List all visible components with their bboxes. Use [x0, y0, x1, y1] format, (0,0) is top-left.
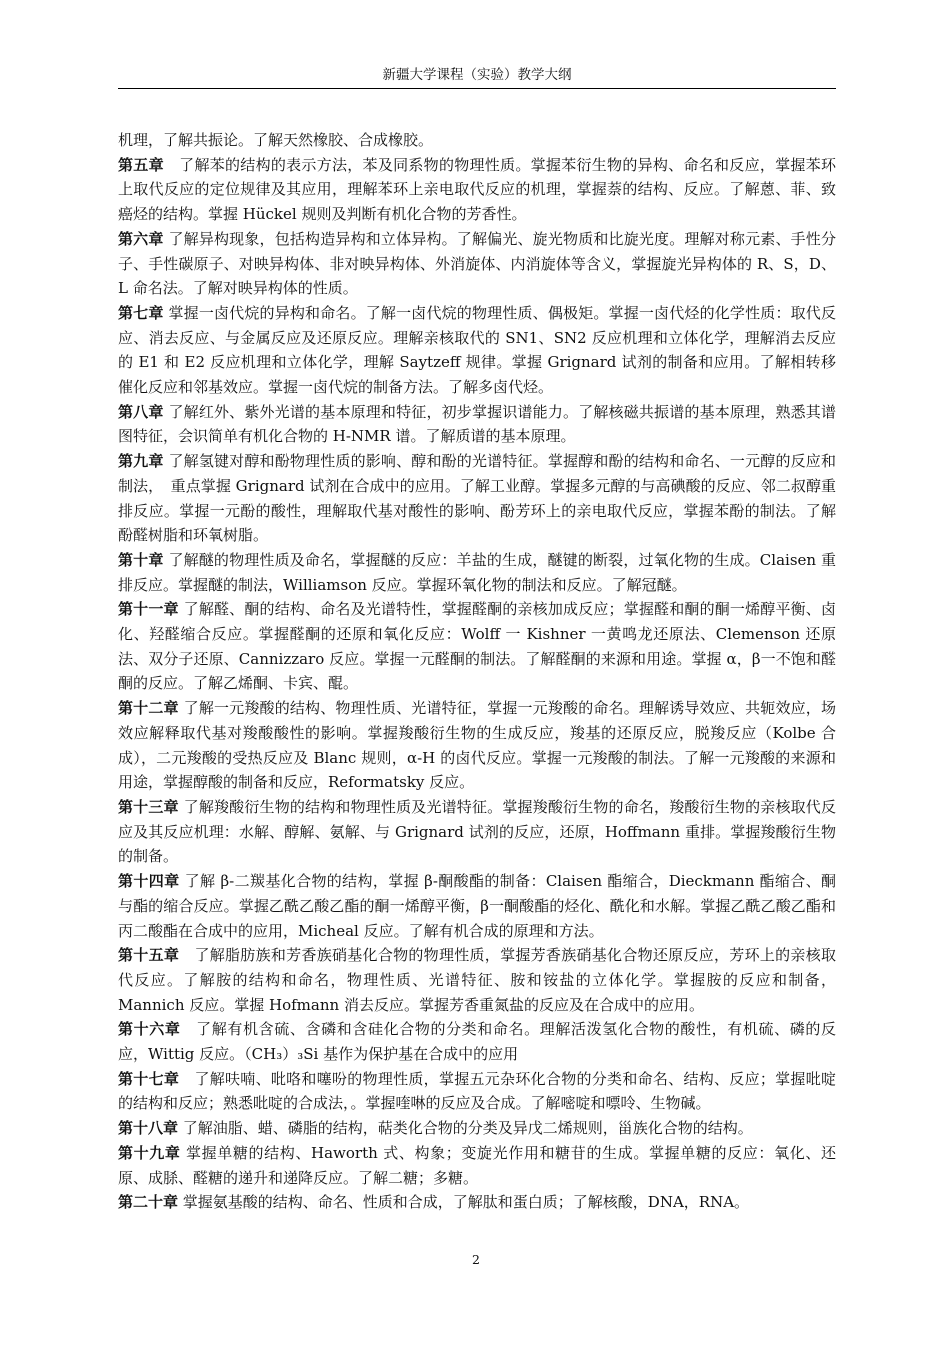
chapter-heading: 第七章: [118, 303, 164, 322]
paragraph-15: [118, 1141, 836, 1190]
chapter-text: 了解醛、酮的结构、命名及光谱特性，掌握醛酮的亲核加成反应；掌握醛和酮的酮一烯醇平衡、卤化、羟醛缩合反应。掌握醛酮的还原和氧化反应：Wolff 一 Kishner 一黄鸣龙还原法、Clemenson 还原法、双分子还原、Cannizzaro 反应。掌握一元醛酮的制法。了解醛酮的来源和用途。掌握 α，β一不饱和醛酮的反应。了解乙烯酮、卡宾、醌。: [118, 600, 836, 693]
paragraph-10: [118, 869, 836, 943]
chapter-text: 掌握单糖的结构、Haworth 式、构象；变旋光作用和糖苷的生成。掌握单糖的反应：氧化、还原、成脎、醛糖的递升和递降反应。了解二糖；多糖。: [118, 1143, 836, 1187]
chapter-text: 了解氢键对醇和酚物理性质的影响、醇和酚的光谱特征。掌握醇和酚的结构和命名、一元醇的反应和制法， 重点掌握 Grignard 试剂在合成中的应用。了解工业醇。掌握多元醇的与高碘酸的反应、邻二叔醇重排反应。掌握一元酚的酸性，理解取代基对酸性的影响、酚芳环上的亲电取代反应，掌握苯酚的制法。了解酚醛树脂和环氧树脂。: [118, 452, 836, 545]
page-number: 2: [472, 1252, 480, 1267]
chapter-heading: 第十一章: [118, 600, 179, 619]
paragraph-6: [118, 548, 836, 597]
chapter-text: 掌握氨基酸的结构、命名、性质和合成，了解肽和蛋白质；了解核酸，DNA，RNA。: [182, 1193, 750, 1212]
paragraph-2: [118, 227, 836, 301]
chapter-text: 了解苯的结构的表示方法，苯及同系物的物理性质。掌握苯衍生物的异构、命名和反应，掌握苯环上取代反应的定位规律及其应用，理解苯环上亲电取代反应的机理，掌握萘的结构、反应。了解蒽、菲、致癌烃的结构。掌握 Hückel 规则及判断有机化合物的芳香性。: [118, 155, 836, 224]
chapter-text: 了解异构现象，包括构造异构和立体异构。了解偏光、旋光物质和比旋光度。理解对称元素、手性分子、手性碳原子、对映异构体、非对映异构体、外消旋体、内消旋体等含义，掌握旋光异构体的 R、S，D、L 命名法。了解对映异构体的性质。: [118, 229, 836, 298]
paragraph-3: [118, 301, 836, 400]
chapter-heading: 第十章: [118, 550, 164, 569]
chapter-heading: 第十七章: [118, 1069, 180, 1088]
page-header: 新疆大学课程（实验）教学大纲: [118, 64, 836, 89]
chapter-text: 了解羧酸衍生物的结构和物理性质及光谱特征。掌握羧酸衍生物的命名，羧酸衍生物的亲核取代反应及其反应机理：水解、醇解、氨解、与 Grignard 试剂的反应，还原，Hoffmann 重排。掌握羧酸衍生物的制备。: [118, 797, 836, 866]
chapter-heading: 第十八章: [118, 1119, 179, 1138]
paragraph-13: [118, 1067, 836, 1116]
paragraph-4: [118, 400, 836, 449]
chapter-heading: 第十五章: [118, 946, 180, 965]
chapter-text: 了解呋喃、吡咯和噻吩的物理性质，掌握五元杂环化合物的分类和命名、结构、反应；掌握吡啶的结构和反应；熟悉吡啶的合成法，。掌握喹啉的反应及合成。了解嘧啶和嘌呤、生物碱。: [118, 1069, 836, 1113]
chapter-text: 了解醚的物理性质及命名，掌握醚的反应：羊盐的生成，醚键的断裂，过氧化物的生成。Claisen 重排反应。掌握醚的制法，Williamson 反应。掌握环氧化物的制法和反应。了解冠醚。: [118, 550, 836, 594]
paragraph-5: [118, 449, 836, 548]
chapter-heading: 第十四章: [118, 872, 180, 891]
chapter-text: 了解脂肪族和芳香族硝基化合物的物理性质，掌握芳香族硝基化合物还原反应，芳环上的亲核取代反应。了解胺的结构和命名，物理性质、光谱特征、胺和铵盐的立体化学。掌握胺的反应和制备，Mannich 反应。掌握 Hofmann 消去反应。掌握芳香重氮盐的反应及在合成中的应用。: [118, 946, 836, 1014]
chapter-heading: 第十六章: [118, 1020, 181, 1039]
paragraph-1: [118, 153, 836, 227]
paragraph-9: [118, 795, 836, 869]
paragraph-11: [118, 943, 836, 1017]
paragraph-8: [118, 696, 836, 795]
chapter-text: 了解一元羧酸的结构、物理性质、光谱特征，掌握一元羧酸的命名。理解诱导效应、共轭效应，场效应解释取代基对羧酸酸性的影响。掌握羧酸衍生物的生成反应，羧基的还原反应，脱羧反应（Kolbe 合成），二元羧酸的受热反应及 Blanc 规则，α-H 的卤代反应。掌握一元羧酸的制法。了解一元羧酸的来源和用途，掌握醇酸的制备和反应，Reformatsky 反应。: [118, 699, 836, 792]
chapter-text: 了解油脂、蜡、磷脂的结构，萜类化合物的分类及异戊二烯规则，甾族化合物的结构。: [182, 1119, 753, 1138]
chapter-text: 了解有机含硫、含磷和含硅化合物的分类和命名。理解活泼氢化合物的酸性，有机硫、磷的反应，Wittig 反应。（CH₃）₃Si 基作为保护基在合成中的应用: [118, 1020, 836, 1064]
paragraph-12: [118, 1017, 836, 1066]
paragraph-16: [118, 1190, 836, 1215]
chapter-heading: 第八章: [118, 402, 164, 421]
syllabus-content: [118, 128, 836, 1215]
chapter-text: 机理，了解共振论。了解天然橡胶、合成橡胶。: [118, 131, 434, 149]
chapter-text: 了解红外、紫外光谱的基本原理和特征，初步掌握识谱能力。了解核磁共振谱的基本原理，熟悉其谱图特征，会识简单有机化合物的 H-NMR 谱。了解质谱的基本原理。: [118, 402, 836, 446]
paragraph-14: [118, 1116, 836, 1141]
chapter-heading: 第十二章: [118, 699, 179, 718]
paragraph-7: [118, 597, 836, 696]
chapter-text: 掌握一卤代烷的异构和命名。了解一卤代烷的物理性质、偶极矩。掌握一卤代烃的化学性质：取代反应、消去反应、与金属反应及还原反应。理解亲核取代的 SN1、SN2 反应机理和立体化学，理解消去反应的 E1 和 E2 反应机理和立体化学，理解 Saytzeff 规律。掌握 Grignard 试剂的制备和应用。了解相转移催化反应和邻基效应。掌握一卤代烷的制备方法。了解多卤代烃。: [118, 303, 836, 397]
chapter-heading: 第二十章: [118, 1193, 179, 1212]
chapter-heading: 第九章: [118, 452, 164, 471]
chapter-heading: 第六章: [118, 229, 164, 248]
paragraph-0: [118, 128, 836, 153]
chapter-heading: 第十九章: [118, 1143, 181, 1162]
chapter-text: 了解 β-二羰基化合物的结构，掌握 β-酮酸酯的制备：Claisen 酯缩合，Dieckmann 酯缩合、酮与酯的缩合反应。掌握乙酰乙酸乙酯的酮一烯醇平衡，β一酮酸酯的烃化、酰化和水解。掌握乙酰乙酸乙酯和丙二酸酯在合成中的应用，Micheal 反应。了解有机合成的原理和方法。: [118, 872, 836, 940]
chapter-heading: 第五章: [118, 155, 164, 174]
chapter-heading: 第十三章: [118, 797, 179, 816]
